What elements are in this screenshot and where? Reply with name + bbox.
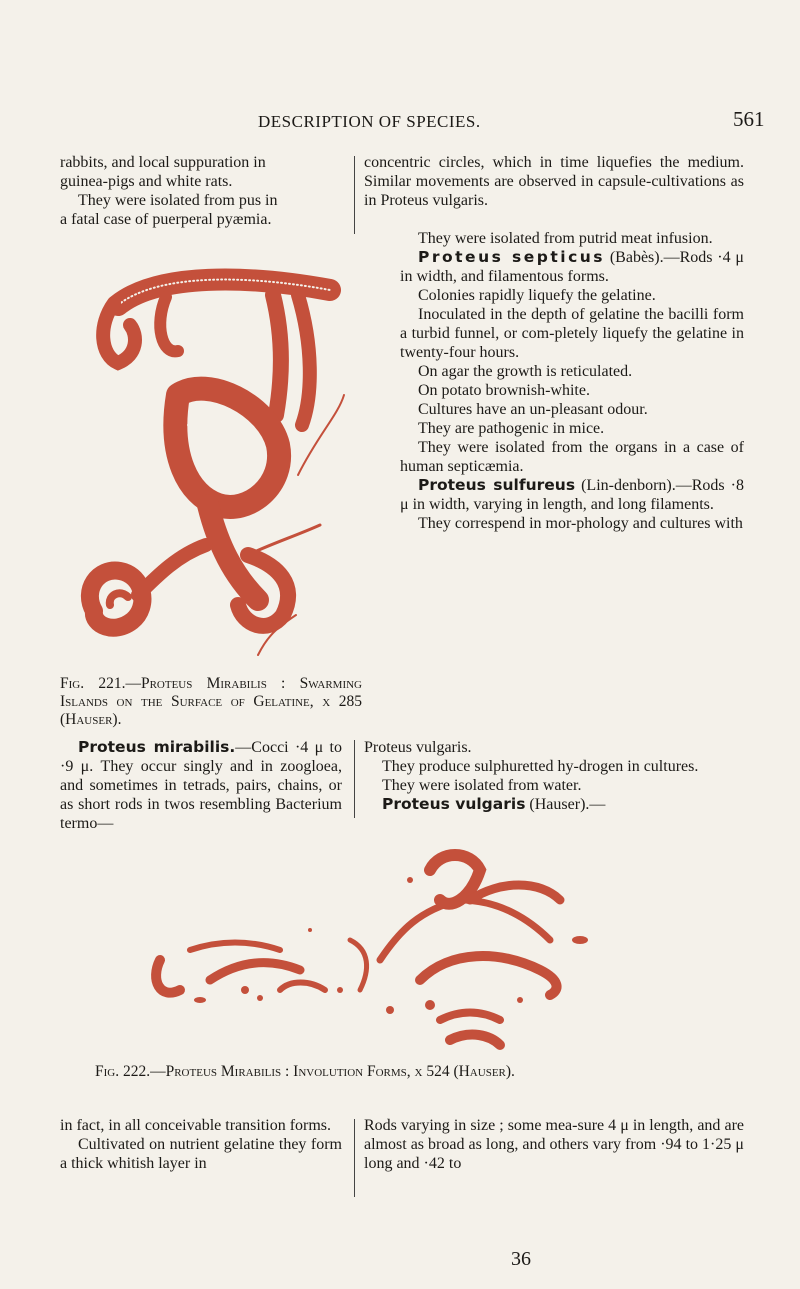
paragraph: Inoculated in the depth of gelatine the bacilli form a turbid funnel, or com-pletely liquefy the gelatine in twenty-four hours. [400, 306, 744, 361]
figure-221-caption [60, 675, 362, 729]
paragraph: Cultivated on nutrient gelatine they form a thick whitish layer in [60, 1136, 342, 1172]
paragraph: Cultures have an un-pleasant odour. [418, 401, 648, 418]
species-name-sulfureus: Proteus sulfureus [418, 476, 576, 494]
mirabilis-text: —Cocci ·4 μ to ·9 μ. They occur singly and in zoogloea, and sometimes in tetrads, pairs, chains, or as short rods in twos resembling Bacterium termo— [60, 739, 342, 832]
right-text-lower [364, 738, 744, 814]
paragraph: On potato brownish-white. [418, 382, 590, 399]
paragraph: On agar the growth is reticulated. [418, 363, 633, 380]
paragraph: in fact, in all conceivable transition forms. [60, 1117, 332, 1134]
figure-222-illustration [140, 840, 600, 1050]
sulfureus-text: (Lin-denborn).—Rods ·8 μ in width, varying in length, and long filaments. [400, 477, 744, 513]
species-name-mirabilis: Proteus mirabilis. [78, 738, 236, 756]
vulgaris-text: (Hauser).— [525, 796, 606, 813]
running-header: DESCRIPTION OF SPECIES. [258, 112, 481, 131]
paragraph: They were isolated from the organs in a case of human septicæmia. [400, 439, 744, 475]
right-text-narrow [400, 229, 744, 533]
text-line: They were isolated from pus in [78, 192, 278, 209]
caption-text: Fig. 222.—Proteus Mirabilis : Involution Forms, x 524 (Hauser). [95, 1063, 515, 1080]
species-name-vulgaris: Proteus vulgaris [382, 795, 526, 813]
column-rule [354, 740, 355, 818]
caption-text: Fig. 221.—Proteus Mirabilis : Swarming Islands on the Surface of Gelatine, x 285 (Hauser). [60, 675, 362, 728]
septicus-text: (Babès).—Rods ·4 μ in width, and filamentous forms. [400, 249, 744, 285]
text-line: rabbits, and local suppuration in [60, 154, 266, 171]
text-line: guinea-pigs and white rats. [60, 173, 233, 190]
paragraph: They produce sulphuretted hy-drogen in cultures. [382, 758, 699, 775]
column-rule [354, 1119, 355, 1197]
mirabilis-paragraph [60, 738, 342, 833]
figure-221-illustration [58, 255, 348, 695]
vulgaris-paragraph [364, 795, 744, 814]
sulfureus-paragraph [400, 476, 744, 514]
paragraph: Colonies rapidly liquefy the gelatine. [418, 287, 656, 304]
right-text-top [364, 153, 744, 210]
page-number: 561 [733, 107, 765, 131]
paragraph: Proteus vulgaris. [364, 739, 472, 756]
species-name-septicus: Proteus septicus [418, 248, 606, 266]
paragraph: They correspend in mor-phology and cultures with [418, 515, 743, 532]
paragraph: Rods varying in size ; some mea-sure 4 μ in length, and are almost as broad as long, and others vary from ·94 to 1·25 μ long and ·42 to [364, 1117, 744, 1172]
text-line: a fatal case of puerperal pyæmia. [60, 211, 272, 228]
column-rule [354, 156, 355, 234]
signature-mark: 36 [511, 1248, 531, 1270]
top-left-text [60, 153, 342, 229]
paragraph: concentric circles, which in time liquefies the medium. Similar movements are observed in capsule-cultivations as in Proteus vulgaris. [364, 154, 744, 209]
septicus-paragraph [400, 248, 744, 286]
figure-222-caption [95, 1063, 715, 1081]
bottom-right-text [364, 1116, 744, 1173]
paragraph: They are pathogenic in mice. [418, 420, 605, 437]
paragraph: They were isolated from water. [382, 777, 582, 794]
paragraph: They were isolated from putrid meat infusion. [418, 230, 713, 247]
bottom-left-text [60, 1116, 342, 1173]
